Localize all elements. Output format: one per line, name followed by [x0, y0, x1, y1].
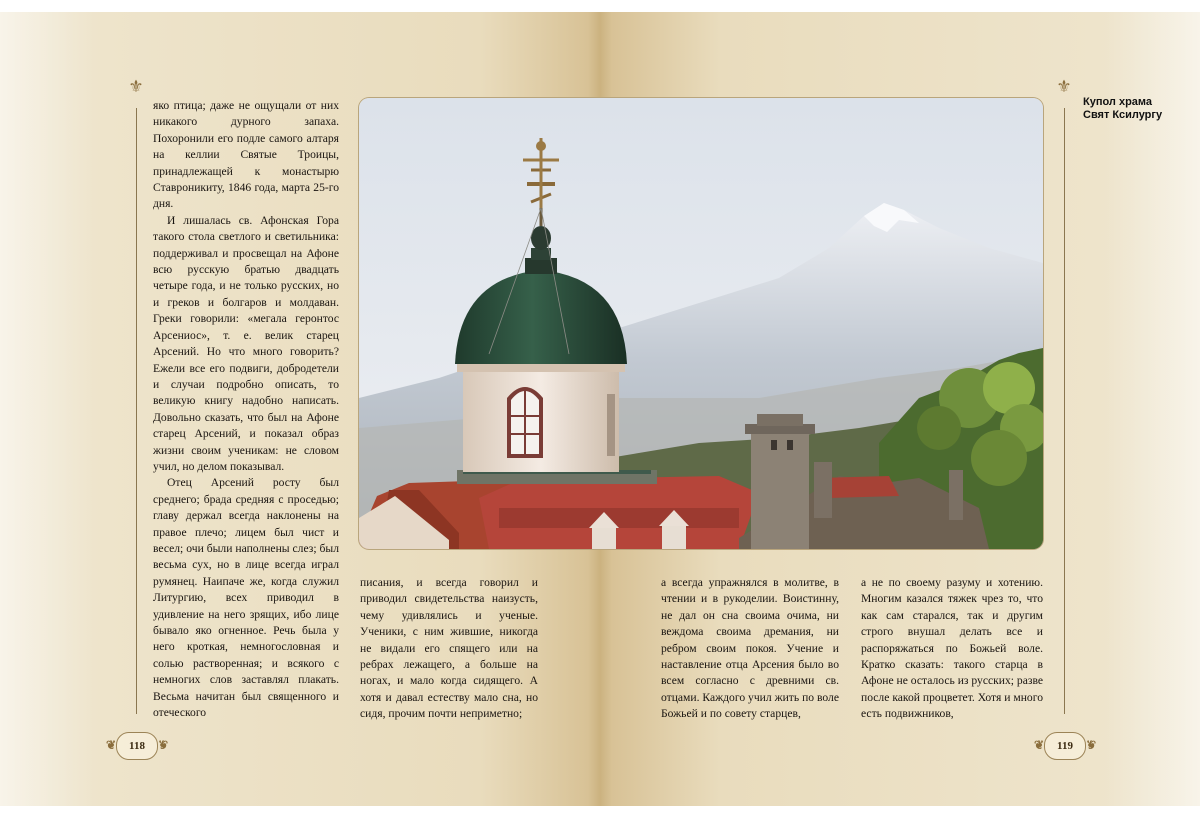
right-margin-rule: [1064, 108, 1065, 714]
bottom-column-2: [661, 575, 839, 725]
photo-caption: Купол храма Свят Ксилургу: [1083, 96, 1163, 121]
monastery-dome-photo: [359, 98, 1043, 549]
page-number-right: ❦ 119 ❦: [1044, 732, 1086, 760]
right-top-ornament-icon: ⚜: [1056, 77, 1072, 96]
bottom-column-1: [360, 575, 538, 725]
photo-icon: [359, 98, 1043, 549]
paragraph: И лишалась св. Афонская Гора такого стола светлого и светильника: поддерживал и просвещал на Афоне всю русскую братью двадцать четыре года, и не только русских, но и греков и болгаров и молдаван. Греки говорили: «мегала геронтос Арсениос», т. е. велик старец Арсений. Но что много говорить? Ежели все его подвиги, добродетели и случаи подробно описать, то великую книгу надобно написать. Довольно сказать, что был на Афоне старец Арсений, и показал образ жизни своим ученикам: не словом учил, но делом показывал.: [153, 213, 339, 473]
left-top-ornament-icon: ⚜: [128, 77, 144, 96]
paragraph: а не по своему разуму и хотению. Многим казался тяжек чрез то, что как сам старался, так и другим строго внушал делать все и распоряжаться по Божьей воле. Кратко сказать: такого старца в Афоне не осталось из русских; разве после какой процветет. Хотя и много есть подвижников,: [861, 576, 1043, 721]
paragraph: яко птица; даже не ощущали от них никакого дурного запаха. Похоронили его подле самого алтаря на келлии Святые Троицы, принадлежащей к монастырю Ставроникиту, 1846 года, марта 25-го дня.: [153, 99, 339, 211]
left-margin-rule: [136, 108, 137, 714]
left-page-column: [153, 98, 339, 726]
page-number-left: ❦ 118 ❦: [116, 732, 158, 760]
book-spread: [0, 12, 1200, 806]
bottom-column-3: [861, 575, 1043, 725]
paragraph: писания, и всегда говорил и приводил свидетельства наизусть, чему удивлялись и ученые. Ученики, с ним жившие, никогда не видали его спящего или на ребрах лежащего, а больше на ногах, и мало когда сидящего. А хотя и давал естеству мало сна, но сидя, прочим почти неприметно;: [360, 576, 538, 721]
paragraph: Отец Арсений росту был среднего; брада средняя с проседью; главу держал всегда наклонены на правое плечо; лицем был чист и весел; очи были наполнены слез; был весьма сух, но в лице всегда играл румянец. Наипаче же, когда служил Литургию, всех приводил в удивление на него зрящих, ибо лице бывало яко огненное. Речь была у него кроткая, немногословная и солью растворенная; и всякого с немногих слов заставлял плакать. Весьма начитан был священного и отеческого: [153, 476, 339, 720]
paragraph: а всегда упражнялся в молитве, в чтении и в рукоделии. Воистинну, не дал он сна своима очима, ни веждома своима дремания, ни ребром своим покоя. Учение и наставление отца Арсения было во всем согласно с древними св. отцами. Каждого учил жить по воле Божьей и по совету старцев,: [661, 576, 839, 721]
